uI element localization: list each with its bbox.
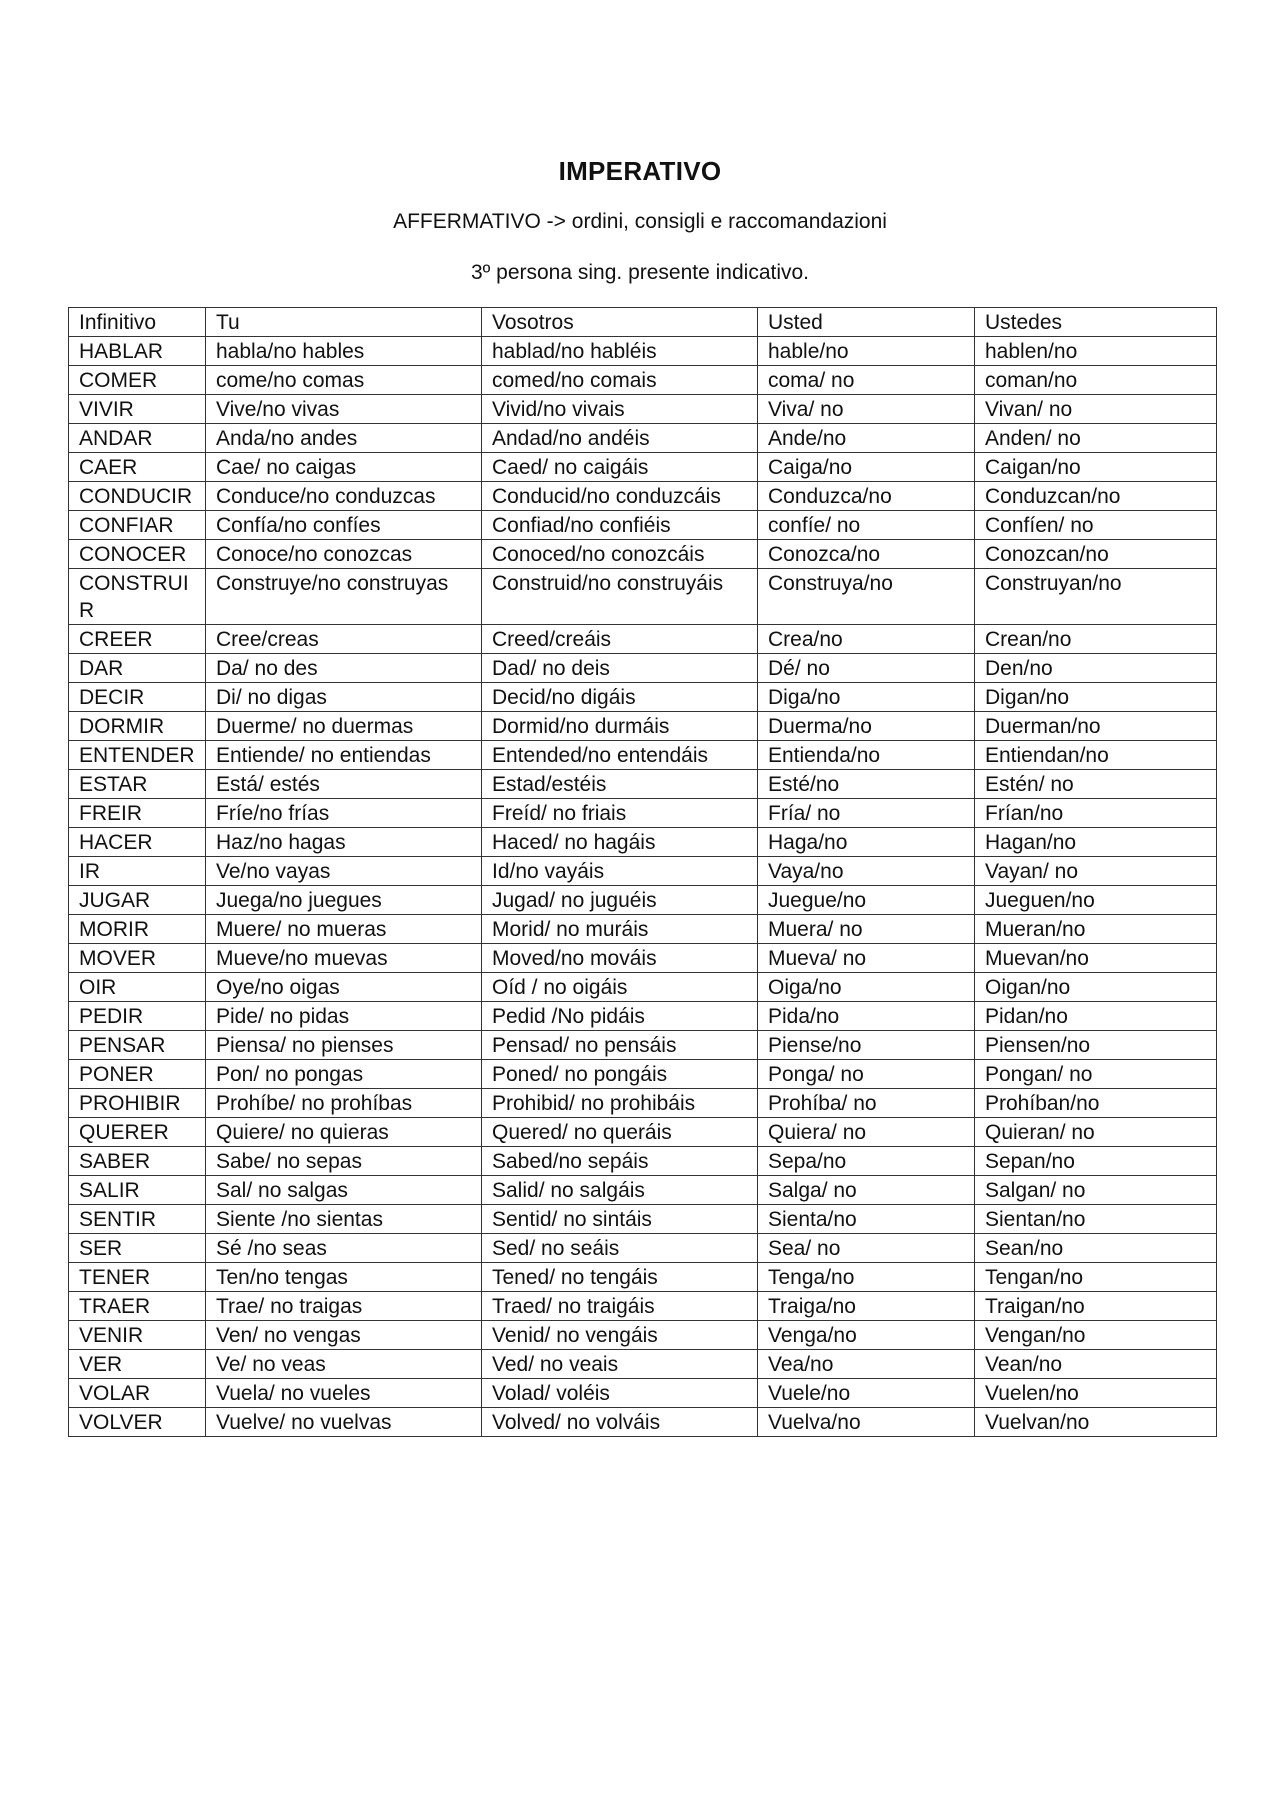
table-header-row — [69, 308, 1217, 337]
cell-ustedes: Sepan/no — [975, 1147, 1217, 1176]
cell-usted: Entienda/no — [758, 741, 975, 770]
cell-ustedes: Tengan/no — [975, 1263, 1217, 1292]
cell-tu: Pon/ no pongas — [206, 1060, 482, 1089]
cell-tu: Cree/creas — [206, 625, 482, 654]
cell-vosotros: Tened/ no tengáis — [482, 1263, 758, 1292]
cell-vosotros: Vivid/no vivais — [482, 395, 758, 424]
cell-vosotros: Pedid /No pidáis — [482, 1002, 758, 1031]
cell-ustedes: Jueguen/no — [975, 886, 1217, 915]
table-row — [69, 1060, 1217, 1089]
cell-ustedes: Sientan/no — [975, 1205, 1217, 1234]
cell-tu: Da/ no des — [206, 654, 482, 683]
cell-tu: Sé /no seas — [206, 1234, 482, 1263]
cell-usted: Caiga/no — [758, 453, 975, 482]
cell-infinitivo: SABER — [69, 1147, 206, 1176]
cell-ustedes: Vean/no — [975, 1350, 1217, 1379]
cell-ustedes: Duerman/no — [975, 712, 1217, 741]
cell-infinitivo: ESTAR — [69, 770, 206, 799]
table-row — [69, 944, 1217, 973]
cell-infinitivo: CREER — [69, 625, 206, 654]
cell-infinitivo: SENTIR — [69, 1205, 206, 1234]
cell-infinitivo: IR — [69, 857, 206, 886]
cell-usted: Fría/ no — [758, 799, 975, 828]
cell-vosotros: Jugad/ no juguéis — [482, 886, 758, 915]
cell-vosotros: Volad/ voléis — [482, 1379, 758, 1408]
cell-usted: Vaya/no — [758, 857, 975, 886]
cell-vosotros: Sabed/no sepáis — [482, 1147, 758, 1176]
table-row — [69, 1176, 1217, 1205]
imperative-table — [68, 307, 1217, 1437]
table-row — [69, 799, 1217, 828]
header-tu: Tu — [206, 308, 482, 337]
table-row — [69, 1205, 1217, 1234]
cell-infinitivo: ANDAR — [69, 424, 206, 453]
cell-infinitivo: VIVIR — [69, 395, 206, 424]
cell-vosotros: Traed/ no traigáis — [482, 1292, 758, 1321]
cell-vosotros: Sed/ no seáis — [482, 1234, 758, 1263]
header-vosotros: Vosotros — [482, 308, 758, 337]
table-row — [69, 569, 1217, 625]
cell-usted: Venga/no — [758, 1321, 975, 1350]
cell-usted: Pida/no — [758, 1002, 975, 1031]
cell-ustedes: hablen/no — [975, 337, 1217, 366]
cell-tu: Quiere/ no quieras — [206, 1118, 482, 1147]
cell-usted: Mueva/ no — [758, 944, 975, 973]
cell-tu: Sal/ no salgas — [206, 1176, 482, 1205]
cell-usted: Vuelva/no — [758, 1408, 975, 1437]
cell-ustedes: Frían/no — [975, 799, 1217, 828]
table-row — [69, 683, 1217, 712]
cell-vosotros: comed/no comais — [482, 366, 758, 395]
cell-usted: hable/no — [758, 337, 975, 366]
cell-vosotros: Moved/no mováis — [482, 944, 758, 973]
cell-tu: Vuelve/ no vuelvas — [206, 1408, 482, 1437]
cell-vosotros: Poned/ no pongáis — [482, 1060, 758, 1089]
cell-ustedes: Crean/no — [975, 625, 1217, 654]
cell-vosotros: Conducid/no conduzcáis — [482, 482, 758, 511]
cell-usted: Ponga/ no — [758, 1060, 975, 1089]
cell-vosotros: Construid/no construyáis — [482, 569, 758, 625]
table-row — [69, 828, 1217, 857]
cell-tu: Prohíbe/ no prohíbas — [206, 1089, 482, 1118]
cell-infinitivo: DORMIR — [69, 712, 206, 741]
cell-ustedes: Conduzcan/no — [975, 482, 1217, 511]
cell-tu: Ve/no vayas — [206, 857, 482, 886]
cell-usted: Juegue/no — [758, 886, 975, 915]
cell-tu: Muere/ no mueras — [206, 915, 482, 944]
table-row — [69, 1379, 1217, 1408]
table-row — [69, 1292, 1217, 1321]
cell-ustedes: Vuelen/no — [975, 1379, 1217, 1408]
table-row — [69, 1118, 1217, 1147]
table-row — [69, 453, 1217, 482]
cell-usted: Muera/ no — [758, 915, 975, 944]
cell-tu: come/no comas — [206, 366, 482, 395]
cell-infinitivo: VOLVER — [69, 1408, 206, 1437]
header-usted: Usted — [758, 308, 975, 337]
cell-infinitivo: OIR — [69, 973, 206, 1002]
cell-usted: Construya/no — [758, 569, 975, 625]
cell-infinitivo: VOLAR — [69, 1379, 206, 1408]
cell-usted: Conozca/no — [758, 540, 975, 569]
cell-vosotros: Prohibid/ no prohibáis — [482, 1089, 758, 1118]
header-infinitivo: Infinitivo — [69, 308, 206, 337]
cell-infinitivo: CONDUCIR — [69, 482, 206, 511]
cell-infinitivo: SER — [69, 1234, 206, 1263]
cell-infinitivo: TRAER — [69, 1292, 206, 1321]
cell-tu: Ten/no tengas — [206, 1263, 482, 1292]
cell-usted: Piense/no — [758, 1031, 975, 1060]
cell-vosotros: Quered/ no queráis — [482, 1118, 758, 1147]
cell-ustedes: Caigan/no — [975, 453, 1217, 482]
table-row — [69, 395, 1217, 424]
cell-tu: Construye/no construyas — [206, 569, 482, 625]
cell-tu: Está/ estés — [206, 770, 482, 799]
cell-vosotros: Andad/no andéis — [482, 424, 758, 453]
cell-usted: Traiga/no — [758, 1292, 975, 1321]
cell-ustedes: Quieran/ no — [975, 1118, 1217, 1147]
subtitle-usage: AFFERMATIVO -> ordini, consigli e raccomandazioni — [393, 210, 887, 233]
cell-ustedes: Hagan/no — [975, 828, 1217, 857]
table-row — [69, 654, 1217, 683]
cell-usted: Vea/no — [758, 1350, 975, 1379]
cell-infinitivo: HABLAR — [69, 337, 206, 366]
cell-ustedes: Traigan/no — [975, 1292, 1217, 1321]
cell-usted: Dé/ no — [758, 654, 975, 683]
cell-infinitivo: ENTENDER — [69, 741, 206, 770]
cell-infinitivo: MOVER — [69, 944, 206, 973]
cell-usted: Duerma/no — [758, 712, 975, 741]
cell-vosotros: Freíd/ no friais — [482, 799, 758, 828]
cell-usted: Haga/no — [758, 828, 975, 857]
cell-infinitivo: PENSAR — [69, 1031, 206, 1060]
cell-vosotros: Dormid/no durmáis — [482, 712, 758, 741]
cell-infinitivo: SALIR — [69, 1176, 206, 1205]
cell-usted: Vuele/no — [758, 1379, 975, 1408]
cell-ustedes: Entiendan/no — [975, 741, 1217, 770]
cell-vosotros: Dad/ no deis — [482, 654, 758, 683]
cell-ustedes: Construyan/no — [975, 569, 1217, 625]
cell-infinitivo: DAR — [69, 654, 206, 683]
cell-vosotros: Conoced/no conozcáis — [482, 540, 758, 569]
cell-tu: Conduce/no conduzcas — [206, 482, 482, 511]
cell-ustedes: Salgan/ no — [975, 1176, 1217, 1205]
cell-ustedes: Pidan/no — [975, 1002, 1217, 1031]
table-row — [69, 770, 1217, 799]
cell-usted: Salga/ no — [758, 1176, 975, 1205]
cell-vosotros: Caed/ no caigáis — [482, 453, 758, 482]
cell-infinitivo: CAER — [69, 453, 206, 482]
cell-infinitivo: CONSTRUIR — [69, 569, 206, 625]
cell-tu: Sabe/ no sepas — [206, 1147, 482, 1176]
cell-ustedes: Sean/no — [975, 1234, 1217, 1263]
cell-tu: Conoce/no conozcas — [206, 540, 482, 569]
table-row — [69, 1263, 1217, 1292]
table-row — [69, 1031, 1217, 1060]
cell-infinitivo: PEDIR — [69, 1002, 206, 1031]
cell-tu: Ven/ no vengas — [206, 1321, 482, 1350]
cell-infinitivo: PONER — [69, 1060, 206, 1089]
table-row — [69, 366, 1217, 395]
cell-vosotros: Pensad/ no pensáis — [482, 1031, 758, 1060]
cell-tu: Mueve/no muevas — [206, 944, 482, 973]
cell-ustedes: Prohíban/no — [975, 1089, 1217, 1118]
table-row — [69, 424, 1217, 453]
table-row — [69, 482, 1217, 511]
cell-ustedes: Muevan/no — [975, 944, 1217, 973]
cell-tu: Duerme/ no duermas — [206, 712, 482, 741]
cell-tu: Piensa/ no pienses — [206, 1031, 482, 1060]
cell-tu: Ve/ no veas — [206, 1350, 482, 1379]
cell-vosotros: Estad/estéis — [482, 770, 758, 799]
cell-vosotros: Confiad/no confiéis — [482, 511, 758, 540]
cell-vosotros: Venid/ no vengáis — [482, 1321, 758, 1350]
cell-usted: Crea/no — [758, 625, 975, 654]
cell-ustedes: Vayan/ no — [975, 857, 1217, 886]
table-body — [69, 308, 1217, 1437]
cell-vosotros: Ved/ no veais — [482, 1350, 758, 1379]
page-title: IMPERATIVO — [558, 156, 722, 186]
cell-usted: Sienta/no — [758, 1205, 975, 1234]
table-row — [69, 540, 1217, 569]
cell-infinitivo: COMER — [69, 366, 206, 395]
table-row — [69, 625, 1217, 654]
cell-infinitivo: VENIR — [69, 1321, 206, 1350]
cell-tu: habla/no hables — [206, 337, 482, 366]
cell-infinitivo: CONOCER — [69, 540, 206, 569]
cell-vosotros: Sentid/ no sintáis — [482, 1205, 758, 1234]
cell-tu: Anda/no andes — [206, 424, 482, 453]
cell-ustedes: Confíen/ no — [975, 511, 1217, 540]
cell-ustedes: Vuelvan/no — [975, 1408, 1217, 1437]
cell-infinitivo: FREIR — [69, 799, 206, 828]
cell-infinitivo: CONFIAR — [69, 511, 206, 540]
cell-vosotros: Salid/ no salgáis — [482, 1176, 758, 1205]
table-row — [69, 741, 1217, 770]
cell-usted: Prohíba/ no — [758, 1089, 975, 1118]
table-row — [69, 1408, 1217, 1437]
subtitle-rule: 3º persona sing. presente indicativo. — [470, 261, 810, 284]
cell-vosotros: Haced/ no hagáis — [482, 828, 758, 857]
cell-tu: Trae/ no traigas — [206, 1292, 482, 1321]
cell-infinitivo: TENER — [69, 1263, 206, 1292]
cell-tu: Entiende/ no entiendas — [206, 741, 482, 770]
cell-infinitivo: VER — [69, 1350, 206, 1379]
cell-ustedes: Piensen/no — [975, 1031, 1217, 1060]
cell-vosotros: Volved/ no volváis — [482, 1408, 758, 1437]
table-row — [69, 1234, 1217, 1263]
cell-infinitivo: QUERER — [69, 1118, 206, 1147]
table-row — [69, 1350, 1217, 1379]
cell-infinitivo: MORIR — [69, 915, 206, 944]
cell-tu: Vuela/ no vueles — [206, 1379, 482, 1408]
cell-vosotros: Entended/no entendáis — [482, 741, 758, 770]
cell-usted: Esté/no — [758, 770, 975, 799]
table-row — [69, 511, 1217, 540]
cell-tu: Oye/no oigas — [206, 973, 482, 1002]
cell-ustedes: Mueran/no — [975, 915, 1217, 944]
cell-usted: Quiera/ no — [758, 1118, 975, 1147]
cell-vosotros: Creed/creáis — [482, 625, 758, 654]
cell-usted: Oiga/no — [758, 973, 975, 1002]
table-row — [69, 1147, 1217, 1176]
cell-ustedes: Pongan/ no — [975, 1060, 1217, 1089]
cell-tu: Haz/no hagas — [206, 828, 482, 857]
cell-infinitivo: JUGAR — [69, 886, 206, 915]
table-row — [69, 1002, 1217, 1031]
cell-tu: Cae/ no caigas — [206, 453, 482, 482]
cell-vosotros: Morid/ no muráis — [482, 915, 758, 944]
cell-tu: Vive/no vivas — [206, 395, 482, 424]
cell-infinitivo: HACER — [69, 828, 206, 857]
cell-ustedes: Vengan/no — [975, 1321, 1217, 1350]
cell-usted: Conduzca/no — [758, 482, 975, 511]
cell-usted: Viva/ no — [758, 395, 975, 424]
cell-ustedes: Conozcan/no — [975, 540, 1217, 569]
cell-infinitivo: DECIR — [69, 683, 206, 712]
cell-tu: Fríe/no frías — [206, 799, 482, 828]
table-row — [69, 857, 1217, 886]
table-row — [69, 712, 1217, 741]
table-row — [69, 1089, 1217, 1118]
table-row — [69, 337, 1217, 366]
cell-infinitivo: PROHIBIR — [69, 1089, 206, 1118]
cell-usted: Sepa/no — [758, 1147, 975, 1176]
cell-ustedes: coman/no — [975, 366, 1217, 395]
cell-tu: Juega/no juegues — [206, 886, 482, 915]
cell-ustedes: Vivan/ no — [975, 395, 1217, 424]
cell-ustedes: Anden/ no — [975, 424, 1217, 453]
table-row — [69, 915, 1217, 944]
table-row — [69, 973, 1217, 1002]
table-row — [69, 1321, 1217, 1350]
cell-vosotros: Oíd / no oigáis — [482, 973, 758, 1002]
cell-tu: Siente /no sientas — [206, 1205, 482, 1234]
header-ustedes: Ustedes — [975, 308, 1217, 337]
cell-tu: Pide/ no pidas — [206, 1002, 482, 1031]
cell-usted: Ande/no — [758, 424, 975, 453]
cell-ustedes: Oigan/no — [975, 973, 1217, 1002]
cell-usted: coma/ no — [758, 366, 975, 395]
cell-usted: Tenga/no — [758, 1263, 975, 1292]
cell-tu: Confía/no confíes — [206, 511, 482, 540]
cell-ustedes: Den/no — [975, 654, 1217, 683]
cell-tu: Di/ no digas — [206, 683, 482, 712]
table-row — [69, 886, 1217, 915]
cell-usted: Diga/no — [758, 683, 975, 712]
cell-vosotros: hablad/no habléis — [482, 337, 758, 366]
cell-vosotros: Decid/no digáis — [482, 683, 758, 712]
cell-vosotros: Id/no vayáis — [482, 857, 758, 886]
cell-ustedes: Digan/no — [975, 683, 1217, 712]
cell-ustedes: Estén/ no — [975, 770, 1217, 799]
cell-usted: confíe/ no — [758, 511, 975, 540]
cell-usted: Sea/ no — [758, 1234, 975, 1263]
